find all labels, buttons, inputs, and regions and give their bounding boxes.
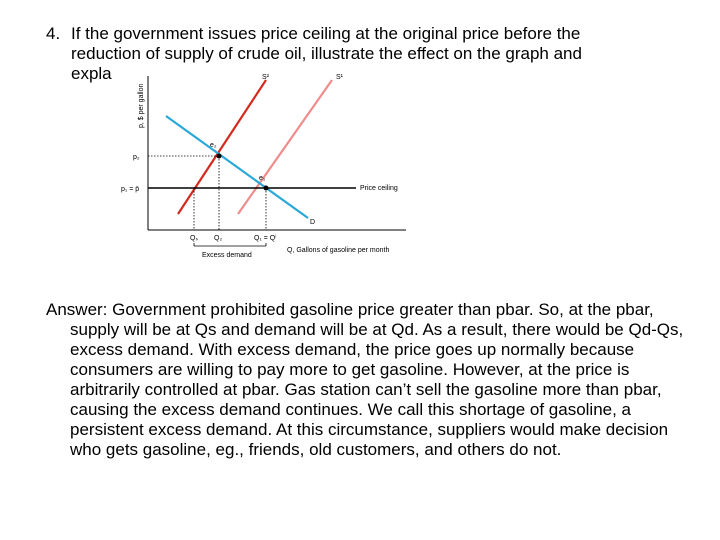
supply-old-label: S¹ — [336, 74, 343, 81]
answer-block — [46, 300, 686, 460]
equilibrium-e2 — [217, 154, 222, 159]
p2-label: p₂ — [133, 154, 140, 161]
e2-label: e₂ — [210, 142, 217, 149]
excess-demand-label: Excess demand — [202, 252, 252, 259]
question-number: 4. — [46, 24, 61, 43]
x-axis-label: Q, Gallons of gasoline per month — [287, 247, 390, 254]
q2-label: Q₂ — [214, 235, 223, 242]
qs-label: Qₛ — [190, 235, 199, 242]
p1-label: p₁ = p̄ — [121, 186, 140, 193]
question-line-3: expla — [71, 64, 112, 83]
question-line-2: reduction of supply of crude oil, illustrate the effect on the graph and — [71, 44, 582, 63]
price-ceiling-graph — [112, 66, 412, 266]
answer-text: Answer: Government prohibited gasoline price greater than pbar. So, at the pbar, supply will be at Qs and demand will be at Qd. As a result, there would be Qd-Qs, excess demand. With excess demand, the price goes up normally because consumers are willing to pay more to get gasoline. However, at the price is arbitrarily controlled at pbar. Gas station can’t sell the gasoline more than pbar, causing the excess demand continues. We call this shortage of gasoline, a persistent excess demand. At this circumstance, suppliers would make decision who gets gasoline, eg., friends, old customers, and others do not. — [46, 300, 684, 459]
q1-label: Q₁ = Qⁱ — [254, 235, 277, 242]
question-line-1: If the government issues price ceiling at the original price before the — [71, 24, 581, 43]
demand-curve — [166, 116, 308, 218]
supply-new-label: S² — [262, 74, 269, 81]
y-axis-label: p, $ per gallon — [138, 83, 145, 128]
price-ceiling-label: Price ceiling — [360, 185, 398, 192]
demand-label: D — [310, 219, 316, 226]
e1-label: e₁ — [259, 175, 266, 182]
equilibrium-e1 — [264, 186, 269, 191]
